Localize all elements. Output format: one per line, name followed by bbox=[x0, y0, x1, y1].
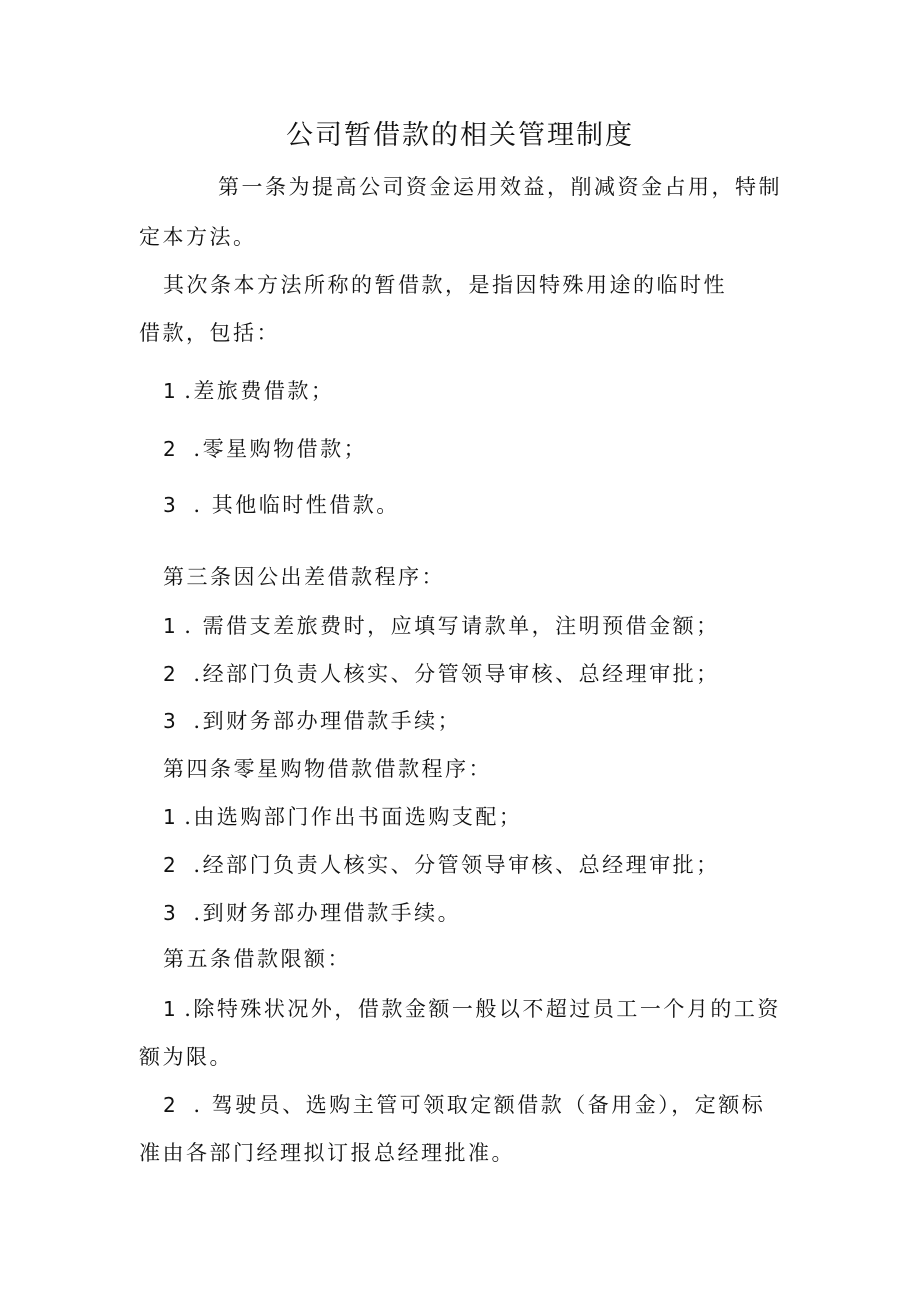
article-3-heading: 第三条因公出差借款程序： bbox=[163, 565, 445, 589]
list-item: 2 .经部门负责人核实、分管领导审核、总经理审批； bbox=[163, 853, 720, 877]
article-1-line-2: 定本方法。 bbox=[139, 225, 257, 249]
article-4-heading: 第四条零星购物借款借款程序： bbox=[163, 757, 492, 781]
list-item: 3 .到财务部办理借款手续。 bbox=[163, 901, 462, 925]
document-title: 公司暂借款的相关管理制度 bbox=[286, 120, 634, 151]
list-item: 1 .除特殊状况外，借款金额一般以不超过员工一个月的工资 bbox=[163, 997, 781, 1021]
list-item: 1 .差旅费借款； bbox=[163, 379, 335, 403]
article-5-heading: 第五条借款限额： bbox=[163, 947, 351, 971]
list-item: 2 .经部门负责人核实、分管领导审核、总经理审批； bbox=[163, 662, 720, 686]
list-item: 3 . 其他临时性借款。 bbox=[163, 493, 400, 517]
list-item: 2 .零星购物借款； bbox=[163, 437, 368, 461]
article-2-line-1: 其次条本方法所称的暂借款，是指因特殊用途的临时性 bbox=[163, 273, 727, 297]
list-item: 1 .由选购部门作出书面选购支配； bbox=[163, 805, 523, 829]
article-1-line-1: 第一条为提高公司资金运用效益，削减资金占用，特制 bbox=[218, 175, 782, 199]
list-item: 1 . 需借支差旅费时，应填写请款单，注明预借金额； bbox=[163, 614, 720, 638]
list-item: 2 . 驾驶员、选购主管可领取定额借款（备用金），定额标 bbox=[163, 1093, 766, 1117]
list-item-continuation: 准由各部门经理拟订报总经理批准。 bbox=[139, 1141, 515, 1165]
article-2-line-2: 借款，包括： bbox=[139, 321, 280, 345]
list-item: 3 .到财务部办理借款手续； bbox=[163, 709, 462, 733]
list-item-continuation: 额为限。 bbox=[139, 1045, 233, 1069]
